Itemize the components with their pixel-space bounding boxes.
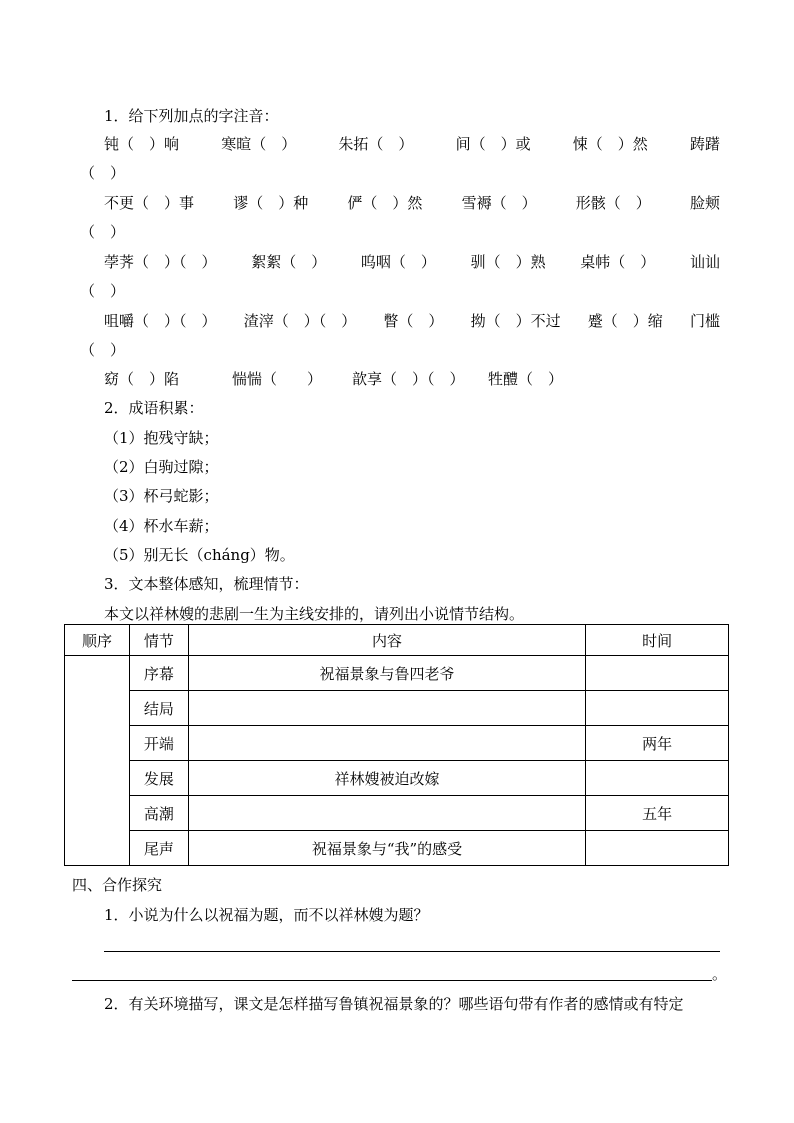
- pinyin-item: 踌躇: [689, 135, 720, 153]
- table-row: [65, 761, 729, 796]
- header-time: 时间: [586, 625, 729, 656]
- pinyin-item: 雪褥（ ）: [461, 194, 537, 212]
- pinyin-item: 脸颊: [689, 194, 720, 212]
- pinyin-item: 桌帏（ ）: [580, 253, 656, 271]
- pinyin-item: 不更（ ）事: [104, 194, 195, 212]
- idiom-item: （2）白驹过隙；: [104, 458, 219, 476]
- header-plot: 情节: [129, 625, 188, 656]
- header-order: 顺序: [65, 625, 130, 656]
- idiom-item: （1）抱残守缺；: [104, 429, 219, 447]
- pinyin-item: 寒暄（ ）: [221, 135, 297, 153]
- pinyin-item: 絮絮（ ）: [251, 253, 327, 271]
- pinyin-row-1: [104, 134, 720, 154]
- pinyin-item: 谬（ ）种: [233, 194, 309, 212]
- pinyin-item: 窈（ ）陷: [104, 370, 180, 388]
- table-header-row: [65, 625, 729, 656]
- plot-cell: 开端: [129, 726, 188, 761]
- q3-intro: 本文以祥林嫂的悲剧一生为主线安排的，请列出小说情节结构。: [104, 605, 525, 623]
- order-cell[interactable]: [65, 656, 130, 866]
- pinyin-item: 间（ ）或: [455, 135, 531, 153]
- answer-line[interactable]: [72, 980, 712, 981]
- pinyin-wrap: （ ）: [80, 223, 126, 241]
- pinyin-item: 悚（ ）然: [572, 135, 648, 153]
- end-mark: 。: [712, 965, 728, 983]
- pinyin-item: 讪讪: [689, 253, 720, 271]
- pinyin-item: 蹙（ ）缩: [587, 312, 663, 330]
- plot-structure-table: [64, 624, 729, 866]
- content-cell[interactable]: [188, 796, 585, 831]
- pinyin-item: 渣滓（ ）（ ）: [243, 312, 357, 330]
- section4-title: 四、合作探究: [72, 876, 163, 894]
- idiom-item: （3）杯弓蛇影；: [104, 487, 219, 505]
- pinyin-wrap: （ ）: [80, 341, 126, 359]
- pinyin-item: 歆享（ ）（ ）: [352, 370, 465, 388]
- pinyin-item: 惴惴（ ）: [232, 370, 323, 388]
- pinyin-row-4: [104, 311, 720, 331]
- pinyin-item: 俨（ ）然: [347, 194, 423, 212]
- pinyin-item: 拗（ ）不过: [470, 312, 561, 330]
- idiom-item: （5）别无长（cháng）物。: [104, 546, 295, 564]
- content-cell: 祝福景象与“我”的感受: [188, 831, 585, 866]
- time-cell[interactable]: [586, 691, 729, 726]
- table-row: [65, 656, 729, 691]
- idiom-item: （4）杯水车薪；: [104, 517, 219, 535]
- pinyin-item: 钝（ ）响: [104, 135, 180, 153]
- content-cell: 祝福景象与鲁四老爷: [188, 656, 585, 691]
- content-cell: 祥林嫂被迫改嫁: [188, 761, 585, 796]
- content-cell[interactable]: [188, 691, 585, 726]
- section4-q1: 1．小说为什么以祝福为题，而不以祥林嫂为题？: [104, 906, 429, 924]
- time-cell: 五年: [586, 796, 729, 831]
- pinyin-item: 呜咽（ ）: [360, 253, 436, 271]
- section4-q2: 2．有关环境描写，课文是怎样描写鲁镇祝福景象的？哪些语句带有作者的感情或有特定: [104, 995, 684, 1013]
- answer-line[interactable]: [104, 951, 720, 952]
- content-cell[interactable]: [188, 726, 585, 761]
- header-content: 内容: [188, 625, 585, 656]
- pinyin-row-5: [104, 369, 563, 389]
- time-cell[interactable]: [586, 656, 729, 691]
- pinyin-item: 咀嚼（ ）（ ）: [104, 312, 217, 330]
- plot-cell: 结局: [129, 691, 188, 726]
- pinyin-wrap: （ ）: [80, 164, 126, 182]
- pinyin-row-2: [104, 193, 720, 213]
- pinyin-row-3: [104, 252, 720, 272]
- table-row: [65, 691, 729, 726]
- plot-cell: 序幕: [129, 656, 188, 691]
- pinyin-item: 形骸（ ）: [575, 194, 651, 212]
- time-cell[interactable]: [586, 761, 729, 796]
- pinyin-wrap: （ ）: [80, 282, 126, 300]
- q2-title: 2．成语积累：: [104, 399, 204, 417]
- plot-cell: 高潮: [129, 796, 188, 831]
- time-cell: 两年: [586, 726, 729, 761]
- pinyin-item: 牲醴（ ）: [488, 370, 564, 388]
- q1-title: 1．给下列加点的字注音：: [104, 107, 279, 125]
- pinyin-item: 驯（ ）熟: [470, 253, 546, 271]
- q3-title: 3．文本整体感知，梳理情节：: [104, 575, 309, 593]
- pinyin-item: 朱拓（ ）: [338, 135, 414, 153]
- time-cell[interactable]: [586, 831, 729, 866]
- pinyin-item: 荸荠（ ）（ ）: [104, 253, 217, 271]
- table-row: [65, 831, 729, 866]
- table-row: [65, 796, 729, 831]
- plot-cell: 尾声: [129, 831, 188, 866]
- pinyin-item: 瞥（ ）: [383, 312, 444, 330]
- table-row: [65, 726, 729, 761]
- plot-cell: 发展: [129, 761, 188, 796]
- pinyin-item: 门槛: [689, 312, 720, 330]
